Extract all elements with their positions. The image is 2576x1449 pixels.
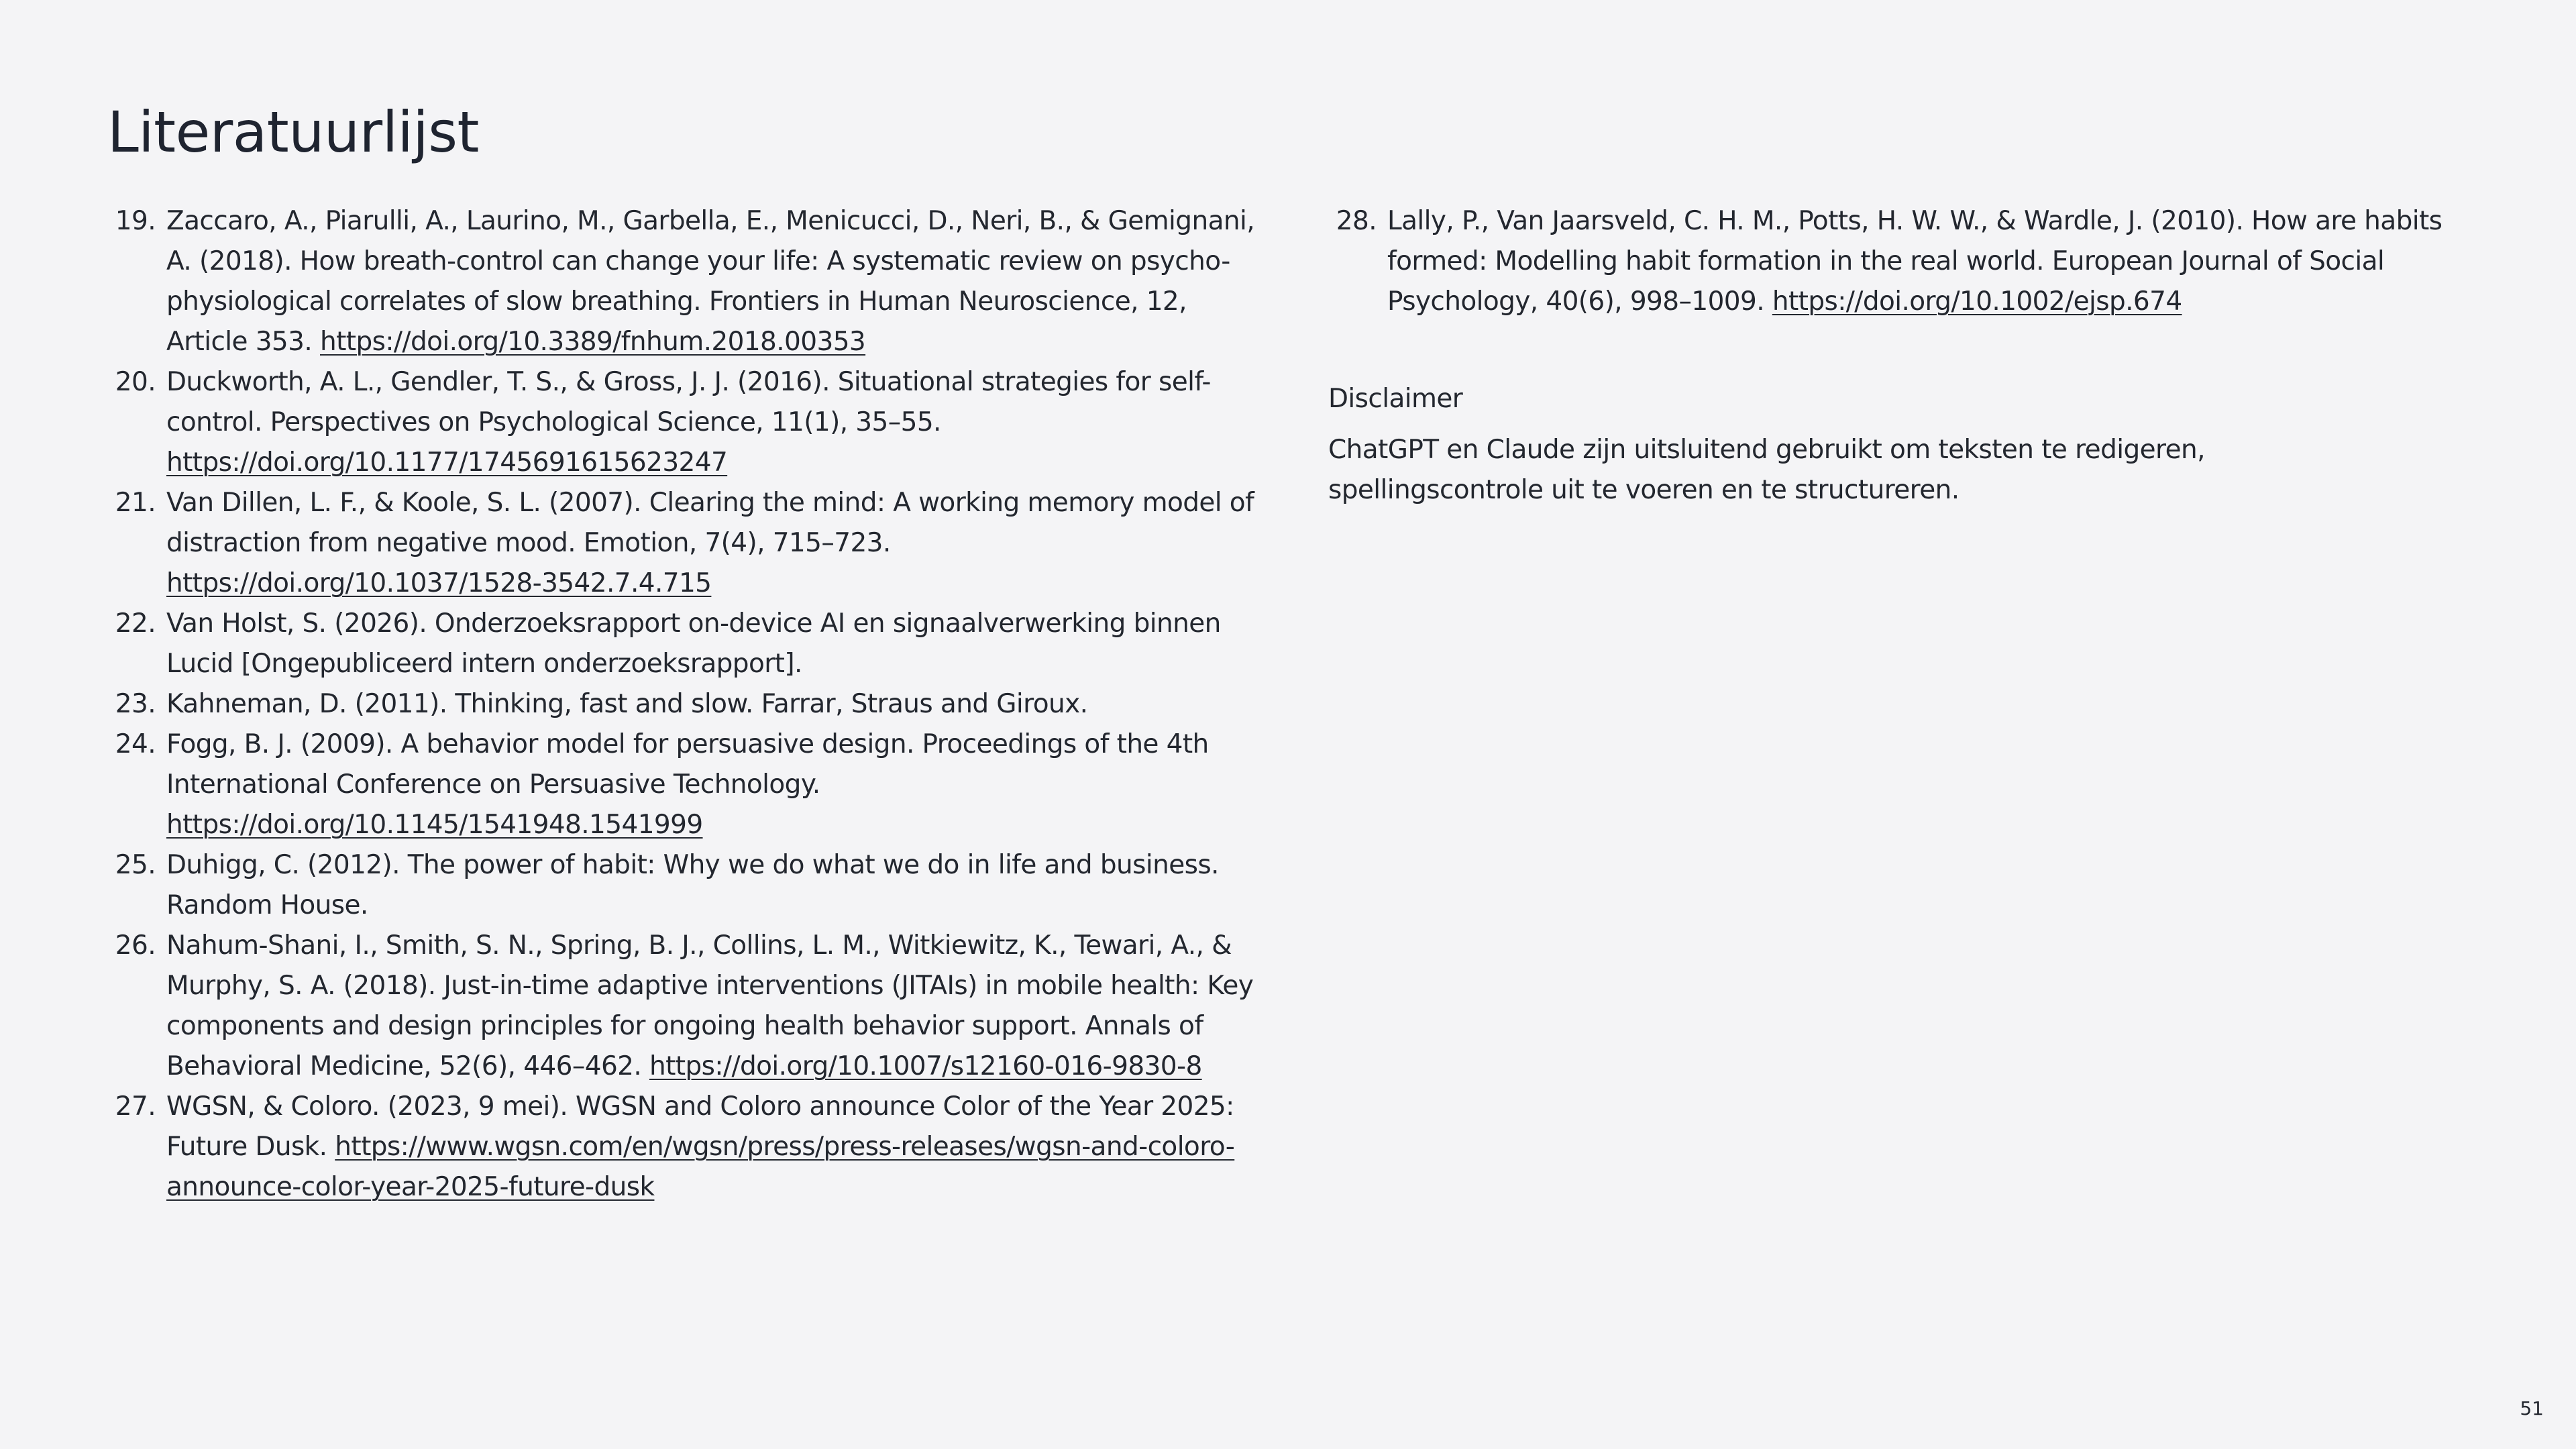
reference-text: Kahneman, D. (2011). Thinking, fast and slow. Farrar, Straus and Giroux. xyxy=(166,689,1088,719)
disclaimer-title: Disclaimer xyxy=(1328,384,1463,414)
reference-number: 24. xyxy=(115,729,156,759)
reference-text: Nahum-Shani, I., Smith, S. N., Spring, B. J., Collins, L. M., Witkiewitz, K., Tewari, A., & Murphy, S. A. (2018). Just-in-time adaptive interventions (JITAIs) in mobile health: Key components and design principles for ongoing health behavior support. Annals of Behavioral Medicine, 52(6), 446–462. xyxy=(166,930,1254,1081)
reference-link[interactable]: https://doi.org/10.1037/1528-3542.7.4.715 xyxy=(166,568,712,598)
reference-text: Zaccaro, A., Piarulli, A., Laurino, M., Garbella, E., Menicucci, D., Neri, B., & Gemignani, A. (2018). How breath-control can change your life: A systematic review on psycho-physiological correlates of slow breathing. Frontiers in Human Neuroscience, 12, Article 353. xyxy=(166,206,1255,357)
reference-item xyxy=(107,604,1261,684)
reference-text: Duhigg, C. (2012). The power of habit: Why we do what we do in life and business. Random House. xyxy=(166,850,1219,920)
reference-link[interactable]: https://doi.org/10.1177/1745691615623247 xyxy=(166,447,728,478)
reference-item xyxy=(1328,201,2482,322)
reference-body xyxy=(166,604,1261,684)
reference-body xyxy=(166,845,1261,926)
reference-link[interactable]: https://doi.org/10.1007/s12160-016-9830-8 xyxy=(649,1051,1202,1081)
reference-number: 22. xyxy=(115,608,156,639)
reference-item xyxy=(107,201,1261,362)
reference-link[interactable]: https://doi.org/10.1002/ejsp.674 xyxy=(1772,286,2182,317)
reference-text: WGSN, & Coloro. (2023, 9 mei). WGSN and Coloro announce Color of the Year 2025: Future Dusk. xyxy=(166,1091,1234,1162)
reference-link[interactable]: https://doi.org/10.1145/1541948.1541999 xyxy=(166,810,703,840)
reference-text: Van Holst, S. (2026). Onderzoeksrapport on-device AI en signaalverwerking binnen Lucid [Ongepubliceerd intern onderzoeksrapport]. xyxy=(166,608,1221,679)
reference-body xyxy=(166,1087,1261,1208)
reference-body xyxy=(166,724,1261,845)
reference-item xyxy=(107,1087,1261,1208)
reference-body xyxy=(1387,201,2482,322)
reference-body xyxy=(166,201,1261,362)
reference-item xyxy=(107,926,1261,1087)
reference-text: Lally, P., Van Jaarsveld, C. H. M., Potts, H. W. W., & Wardle, J. (2010). How are habits formed: Modelling habit formation in the real world. European Journal of Social Psychology, 40(6), 998–1009. xyxy=(1387,206,2443,317)
reference-item xyxy=(107,483,1261,604)
reference-text: Fogg, B. J. (2009). A behavior model for persuasive design. Proceedings of the 4th International Conference on Persuasive Technology. xyxy=(166,729,1209,800)
reference-item xyxy=(107,724,1261,845)
page-title: Literatuurlijst xyxy=(107,99,479,165)
reference-body xyxy=(166,362,1261,483)
reference-number: 25. xyxy=(115,850,156,880)
references-right-column xyxy=(1328,201,2482,511)
reference-number: 23. xyxy=(115,689,156,719)
reference-text: Duckworth, A. L., Gendler, T. S., & Gross, J. J. (2016). Situational strategies for self-control. Perspectives on Psychological Science, 11(1), 35–55. xyxy=(166,367,1211,437)
reference-item xyxy=(107,362,1261,483)
disclaimer-section xyxy=(1328,379,2482,511)
reference-number: 28. xyxy=(1336,206,1377,236)
reference-item xyxy=(107,684,1261,724)
reference-link[interactable]: https://doi.org/10.3389/fnhum.2018.00353 xyxy=(319,327,866,357)
reference-item xyxy=(107,845,1261,926)
references-left-column xyxy=(107,201,1261,1208)
page-number: 51 xyxy=(2520,1397,2544,1419)
reference-number: 26. xyxy=(115,930,156,961)
reference-number: 27. xyxy=(115,1091,156,1122)
reference-body xyxy=(166,926,1261,1087)
reference-number: 20. xyxy=(115,367,156,397)
reference-number: 21. xyxy=(115,488,156,518)
reference-body xyxy=(166,483,1261,604)
reference-body xyxy=(166,684,1261,724)
reference-list xyxy=(107,201,1261,1208)
disclaimer-text: ChatGPT en Claude zijn uitsluitend gebruikt om teksten te redigeren, spellingscontrole uit te voeren en te structureren. xyxy=(1328,435,2205,505)
reference-text: Van Dillen, L. F., & Koole, S. L. (2007). Clearing the mind: A working memory model of distraction from negative mood. Emotion, 7(4), 715–723. xyxy=(166,488,1254,558)
reference-number: 19. xyxy=(115,206,156,236)
reference-link[interactable]: https://www.wgsn.com/en/wgsn/press/press-releases/wgsn-and-coloro-announce-color-year-2025-future-dusk xyxy=(166,1132,1235,1202)
reference-list xyxy=(1328,201,2482,322)
